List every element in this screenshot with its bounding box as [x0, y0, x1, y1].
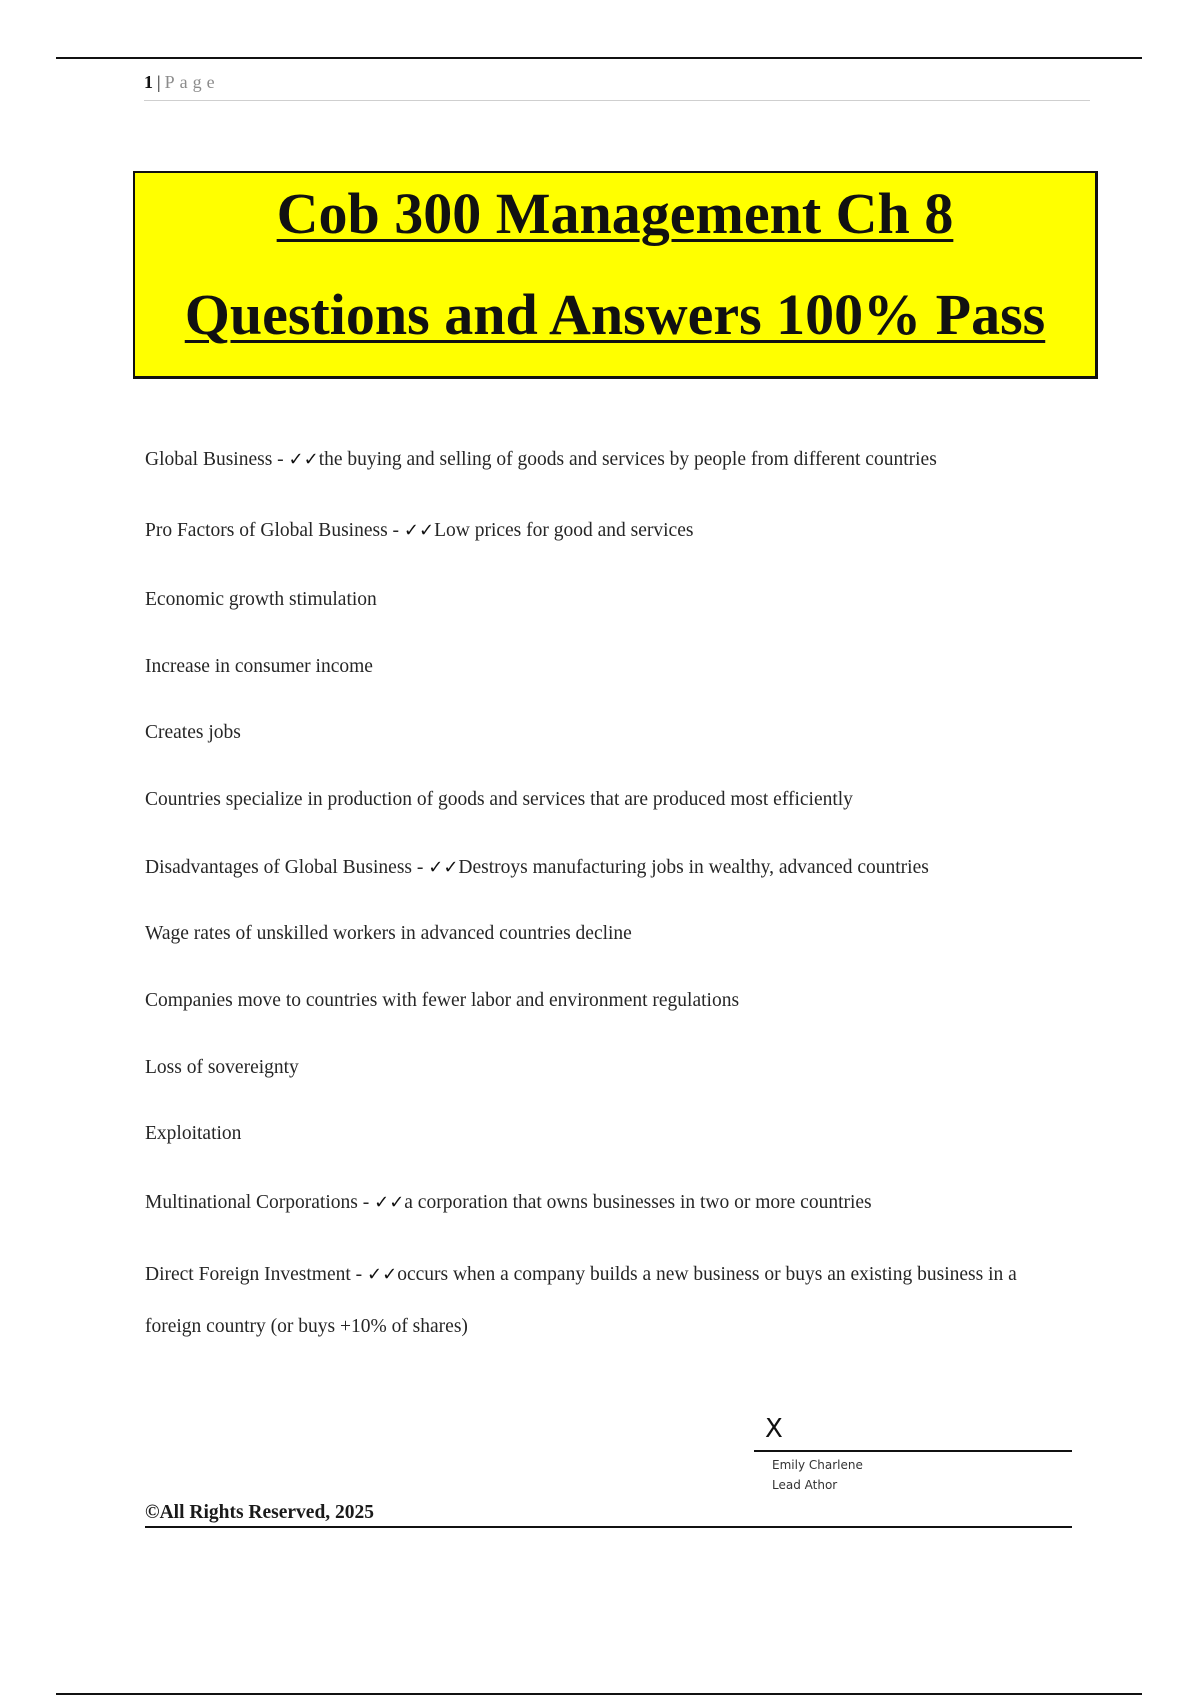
- entry-term: Disadvantages of Global Business -: [145, 857, 429, 878]
- entry-definition: Low prices for good and services: [434, 520, 694, 541]
- entry-line: Wage rates of unskilled workers in advanced countries decline: [145, 923, 632, 944]
- entry-definition: a corporation that owns businesses in two or more countries: [404, 1192, 872, 1213]
- entry-definition: the buying and selling of goods and services by people from different countries: [318, 449, 937, 470]
- entry-disadvantages: [145, 857, 1075, 879]
- title-line-1: Cob 300 Management Ch 8: [276, 181, 954, 246]
- checkmark-icon: ✓✓: [288, 449, 319, 470]
- page-separator: |: [157, 72, 161, 92]
- entry-pro-factors: [145, 520, 1075, 542]
- page-word: Page: [164, 72, 220, 92]
- entry-direct-foreign-investment: [145, 1249, 1045, 1353]
- signature-mark: X: [765, 1414, 783, 1444]
- title-box: [133, 171, 1098, 379]
- entry-term: Multinational Corporations -: [145, 1192, 375, 1213]
- entry-global-business: [145, 449, 1075, 471]
- signature-name: Emily Charlene: [772, 1458, 863, 1472]
- entry-term: Direct Foreign Investment -: [145, 1264, 368, 1285]
- entry-line: Creates jobs: [145, 722, 241, 743]
- entry-line: Exploitation: [145, 1123, 242, 1144]
- checkmark-icon: ✓✓: [403, 520, 435, 541]
- title-line-2: Questions and Answers 100% Pass: [184, 282, 1046, 347]
- checkmark-icon: ✓✓: [367, 1264, 398, 1285]
- top-rule: [56, 57, 1142, 59]
- entry-line: Increase in consumer income: [145, 656, 373, 677]
- entry-line: Loss of sovereignty: [145, 1057, 299, 1078]
- page-header: [144, 72, 1090, 101]
- signature-role: Lead Athor: [772, 1478, 838, 1492]
- entry-definition: Destroys manufacturing jobs in wealthy, advanced countries: [458, 857, 929, 878]
- bottom-rule: [56, 1693, 1142, 1695]
- entry-line: Economic growth stimulation: [145, 589, 377, 610]
- entry-line: Countries specialize in production of goods and services that are produced most efficiently: [145, 789, 853, 810]
- copyright-footer: ©All Rights Reserved, 2025: [145, 1502, 1072, 1528]
- entry-line: Companies move to countries with fewer labor and environment regulations: [145, 990, 740, 1011]
- signature-line: [754, 1450, 1072, 1452]
- checkmark-icon: ✓✓: [374, 1192, 405, 1213]
- entry-multinational: [145, 1192, 1075, 1214]
- checkmark-icon: ✓✓: [428, 857, 459, 878]
- page-number: 1: [144, 72, 153, 92]
- entry-term: Pro Factors of Global Business -: [145, 520, 404, 541]
- entry-definition: occurs when a company builds a new business or buys an existing business in a foreign country (or buys +10% of shares): [145, 1264, 1017, 1337]
- entry-term: Global Business -: [145, 449, 289, 470]
